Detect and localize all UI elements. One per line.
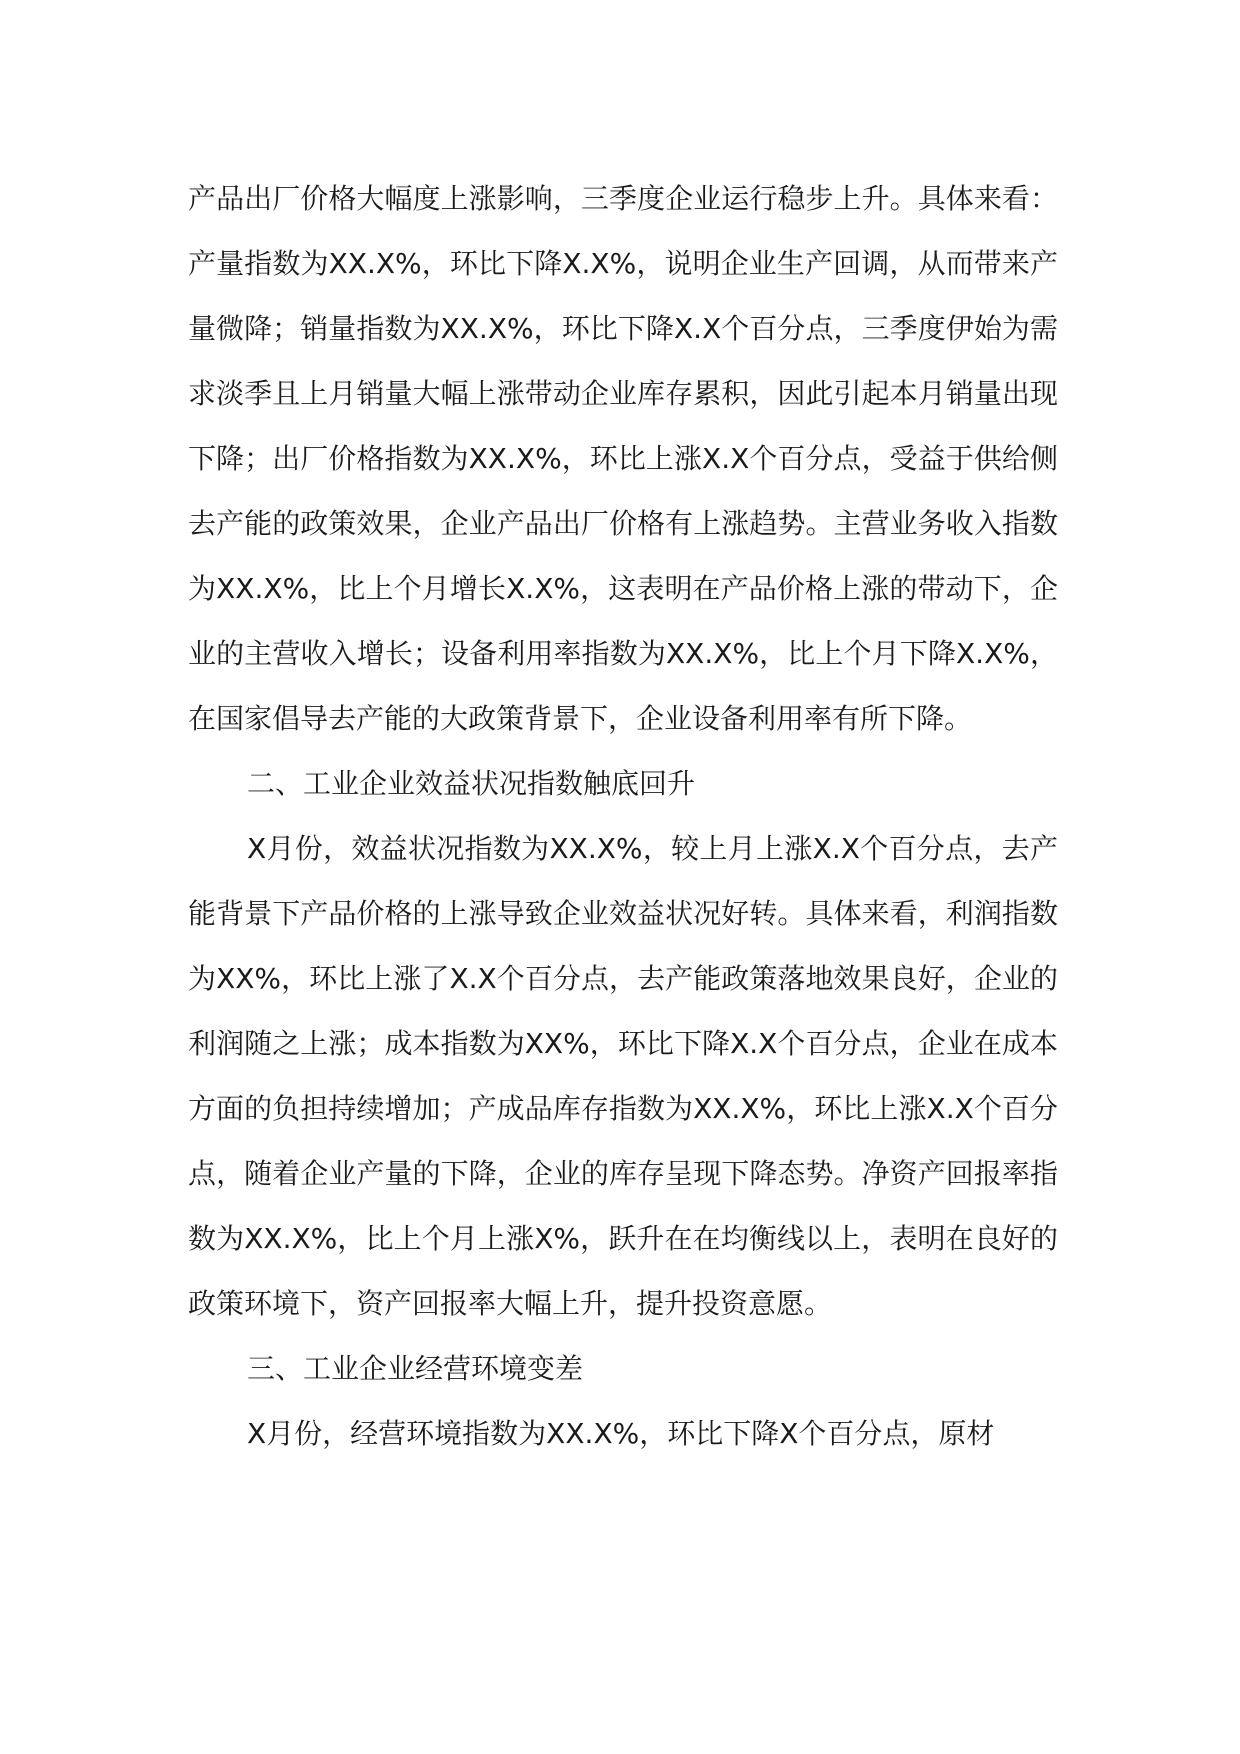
paragraph-environment: X月份，经营环境指数为XX.X%，环比下降X个百分点，原材 [247, 1417, 995, 1450]
section-heading-environment: 三、工业企业经营环境变差 [247, 1352, 584, 1385]
paragraph-production-sales: 产品出厂价格大幅度上涨影响，三季度企业运行稳步上升。具体来看：产量指数为XX.X%，环比下降X.X%，说明企业生产回调，从而带来产量微降；销量指数为XX.X%，环比下降X.X个百分点，三季度伊始为需求淡季且上月销量大幅上涨带动企业库存累积，因此引起本月销量出现下降；出厂价格指数为XX.X%，环比上涨X.X个百分点，受益于供给侧去产能的政策效果，企业产品出厂价格有上涨趋势。主营业务收入指数为XX.X%，比上个月增长X.X%，这表明在产品价格上涨的带动下，企业的主营收入增长；设备利用率指数为XX.X%，比上个月下降X.X%，在国家倡导去产能的大政策背景下，企业设备利用率有所下降。 [188, 182, 1058, 735]
document-body [188, 166, 1058, 1466]
section-heading-benefit: 二、工业企业效益状况指数触底回升 [247, 767, 696, 800]
paragraph-benefit: X月份，效益状况指数为XX.X%，较上月上涨X.X个百分点，去产能背景下产品价格的上涨导致企业效益状况好转。具体来看，利润指数为XX%，环比上涨了X.X个百分点，去产能政策落地效果良好，企业的利润随之上涨；成本指数为XX%，环比下降X.X个百分点，企业在成本方面的负担持续增加；产成品库存指数为XX.X%，环比上涨X.X个百分点，随着企业产量的下降，企业的库存呈现下降态势。净资产回报率指数为XX.X%，比上个月上涨X%，跃升在在均衡线以上，表明在良好的政策环境下，资产回报率大幅上升，提升投资意愿。 [188, 832, 1058, 1320]
